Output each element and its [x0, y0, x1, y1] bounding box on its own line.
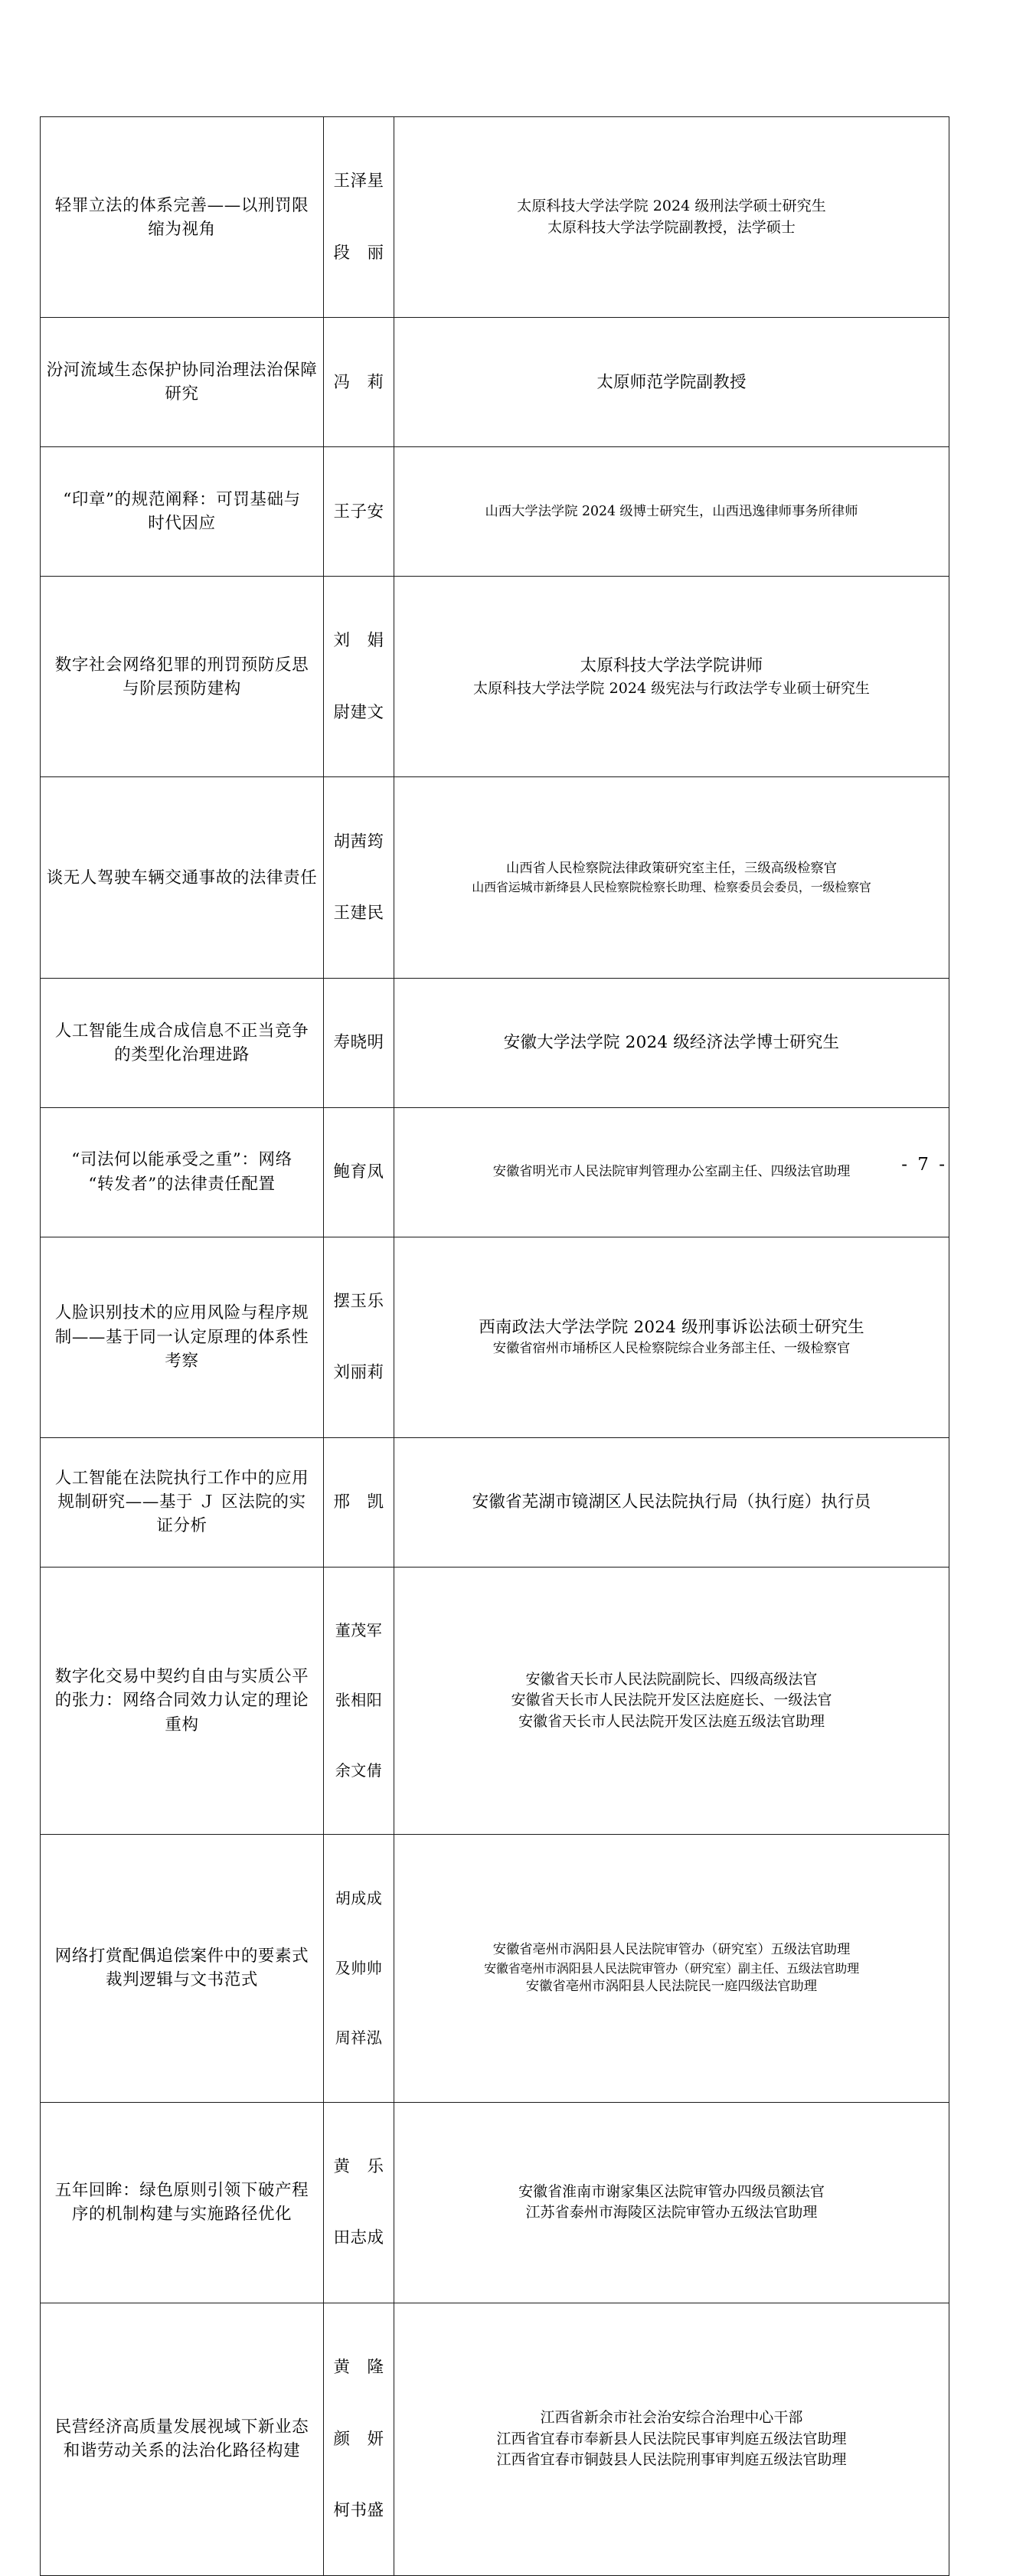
affiliation-cell: [394, 777, 949, 978]
affiliation-line: 太原科技大学法学院讲师: [580, 656, 763, 676]
table-row: [41, 2102, 949, 2303]
title-line: 汾河流域生态保护协同治理法治保障: [46, 361, 318, 381]
title-line: 的类型化治理进路: [114, 1044, 250, 1064]
title-line: 数字社会网络犯罪的刑罚预防反思: [54, 655, 309, 675]
affiliation-line: 安徽省天长市人民法院开发区法庭庭长、一级法官: [511, 1692, 832, 1709]
table-row: [41, 117, 949, 318]
affiliation-cell: [394, 1835, 949, 2102]
paper-title-cell: [41, 2303, 324, 2575]
paper-title-cell: [41, 777, 324, 978]
table-body: [41, 117, 949, 2576]
affiliation-cell: [394, 318, 949, 447]
author-name: 鲍育凤: [333, 1162, 384, 1182]
affiliation-line: 西南政法大学法学院 2024 级刑事诉讼法硕士研究生: [479, 1318, 864, 1338]
affiliation-cell: [394, 117, 949, 318]
author-cell: [324, 1437, 394, 1567]
affiliation-line: 安徽省亳州市涡阳县人民法院审管办（研究室）五级法官助理: [492, 1941, 851, 1957]
table-row: [41, 577, 949, 777]
author-name: 邢 凯: [333, 1492, 384, 1512]
page-number: - 7 -: [901, 1155, 947, 1175]
paper-title-cell: [41, 447, 324, 577]
author-name: 王建民: [333, 904, 384, 924]
paper-title-cell: [41, 577, 324, 777]
affiliation-cell: [394, 1107, 949, 1237]
title-line: 证分析: [156, 1516, 208, 1536]
author-name: 及帅帅: [335, 1958, 383, 1977]
title-line: “印章”的规范阐释：可罚基础与: [63, 489, 301, 509]
paper-title-cell: [41, 1437, 324, 1567]
title-line: 规制研究——基于 Ｊ 区法院的实: [57, 1492, 306, 1512]
paper-title-cell: [41, 1835, 324, 2102]
paper-listing-table: [40, 116, 949, 2576]
title-line: 缩为视角: [148, 219, 216, 239]
title-line: 人脸识别技术的应用风险与程序规: [54, 1303, 309, 1323]
table-row: [41, 1567, 949, 1834]
author-name: 周祥泓: [335, 2028, 383, 2048]
title-line: 重构: [165, 1715, 199, 1734]
affiliation-cell: [394, 1567, 949, 1834]
affiliation-cell: [394, 577, 949, 777]
author-cell: [324, 2303, 394, 2575]
affiliation-line: 山西大学法学院 2024 级博士研究生，山西迅逸律师事务所律师: [485, 503, 858, 519]
title-line: “转发者”的法律责任配置: [88, 1174, 276, 1194]
title-line: 网络打赏配偶追偿案件中的要素式: [54, 1947, 309, 1966]
affiliation-line: 安徽省淮南市谢家集区法院审管办四级员额法官: [518, 2182, 825, 2200]
author-name: 柯书盛: [333, 2501, 384, 2521]
author-name: 摆玉乐: [333, 1291, 384, 1311]
affiliation-line: 安徽省明光市人民法院审判管理办公室副主任、四级法官助理: [492, 1164, 851, 1180]
title-line: 人工智能在法院执行工作中的应用: [54, 1469, 309, 1489]
affiliation-line: 太原师范学院副教授: [596, 372, 747, 392]
title-line: 五年回眸：绿色原则引领下破产程: [54, 2181, 309, 2201]
affiliation-line: 太原科技大学法学院 2024 级宪法与行政法学专业硕士研究生: [473, 679, 870, 697]
author-name: 寿晓明: [333, 1033, 384, 1053]
author-name: 刘丽莉: [333, 1363, 384, 1383]
affiliation-cell: [394, 2303, 949, 2575]
author-cell: [324, 318, 394, 447]
affiliation-line: 安徽省亳州市涡阳县人民法院审管办（研究室）副主任、五级法官助理: [484, 1960, 859, 1976]
affiliation-line: 江苏省泰州市海陵区法院审管办五级法官助理: [525, 2204, 818, 2221]
author-name: 田志成: [333, 2228, 384, 2248]
affiliation-cell: [394, 447, 949, 577]
paper-title-cell: [41, 1567, 324, 1834]
author-name: 胡茜筠: [333, 832, 384, 852]
author-name: 冯 莉: [333, 372, 384, 392]
author-name: 王泽星: [333, 172, 384, 191]
title-line: 和谐劳动关系的法治化路径构建: [63, 2441, 301, 2461]
table-row: [41, 318, 949, 447]
author-cell: [324, 1107, 394, 1237]
author-cell: [324, 1237, 394, 1437]
affiliation-cell: [394, 2102, 949, 2303]
affiliation-line: 安徽省宿州市埇桥区人民检察院综合业务部主任、一级检察官: [492, 1341, 851, 1357]
title-line: 人工智能生成合成信息不正当竞争: [54, 1021, 309, 1041]
affiliation-line: 安徽大学法学院 2024 级经济法学博士研究生: [503, 1033, 840, 1053]
affiliation-cell: [394, 1437, 949, 1567]
affiliation-line: 山西省人民检察院法律政策研究室主任，三级高级检察官: [505, 861, 838, 877]
title-line: 考察: [165, 1351, 199, 1371]
table-row: [41, 978, 949, 1107]
title-line: 的张力：网络合同效力认定的理论: [54, 1691, 309, 1711]
title-line: 轻罪立法的体系完善——以刑罚限: [54, 195, 309, 215]
table-row: [41, 2303, 949, 2575]
title-line: 序的机制构建与实施路径优化: [71, 2205, 292, 2225]
affiliation-line: 江西省宜春市铜鼓县人民法院刑事审判庭五级法官助理: [496, 2451, 847, 2469]
author-name: 王子安: [333, 502, 384, 521]
table-row: [41, 1437, 949, 1567]
author-name: 胡成成: [335, 1888, 383, 1907]
affiliation-line: 安徽省天长市人民法院副院长、四级高级法官: [525, 1670, 818, 1688]
author-cell: [324, 1835, 394, 2102]
author-cell: [324, 1567, 394, 1834]
title-line: 民营经济高质量发展视域下新业态: [54, 2417, 309, 2437]
affiliation-line: 安徽省亳州市涡阳县人民法院民一庭四级法官助理: [525, 1978, 818, 1994]
table-row: [41, 447, 949, 577]
author-name: 黄 乐: [333, 2156, 384, 2176]
author-cell: [324, 978, 394, 1107]
affiliation-line: 山西省运城市新绛县人民检察院检察长助理、检察委员会委员，一级检察官: [472, 880, 871, 895]
paper-title-cell: [41, 978, 324, 1107]
title-line: 时代因应: [148, 514, 216, 534]
affiliation-line: 安徽省天长市人民法院开发区法庭五级法官助理: [518, 1712, 825, 1730]
author-cell: [324, 577, 394, 777]
author-name: 段 丽: [333, 243, 384, 263]
paper-title-cell: [41, 318, 324, 447]
paper-title-cell: [41, 2102, 324, 2303]
author-name: 黄 隆: [333, 2358, 384, 2378]
author-name: 刘 娟: [333, 631, 384, 651]
affiliation-line: 太原科技大学法学院副教授，法学硕士: [547, 218, 796, 236]
author-cell: [324, 777, 394, 978]
affiliation-line: 江西省新余市社会治安综合治理中心干部: [540, 2409, 803, 2427]
affiliation-line: 太原科技大学法学院 2024 级刑法学硕士研究生: [517, 198, 826, 215]
paper-title-cell: [41, 1237, 324, 1437]
affiliation-line: 江西省宜春市奉新县人民法院民事审判庭五级法官助理: [496, 2430, 847, 2447]
author-name: 颜 妍: [333, 2429, 384, 2449]
table-row: [41, 1107, 949, 1237]
author-name: 董茂军: [335, 1621, 383, 1640]
author-cell: [324, 117, 394, 318]
author-name: 张相阳: [335, 1691, 383, 1710]
table-row: [41, 1835, 949, 2102]
author-name: 尉建文: [333, 702, 384, 722]
paper-title-cell: [41, 117, 324, 318]
title-line: 数字化交易中契约自由与实质公平: [54, 1667, 309, 1687]
affiliation-line: 安徽省芜湖市镜湖区人民法院执行局（执行庭）执行员: [472, 1492, 871, 1512]
title-line: “司法何以能承受之重”：网络: [71, 1150, 292, 1170]
paper-title-cell: [41, 1107, 324, 1237]
author-cell: [324, 447, 394, 577]
title-line: 裁判逻辑与文书范式: [106, 1970, 258, 1990]
table-row: [41, 1237, 949, 1437]
affiliation-cell: [394, 1237, 949, 1437]
title-line: 研究: [165, 384, 199, 404]
title-line: 谈无人驾驶车辆交通事故的法律责任: [46, 868, 318, 888]
table-row: [41, 777, 949, 978]
title-line: 与阶层预防建构: [123, 678, 241, 698]
title-line: 制——基于同一认定原理的体系性: [54, 1327, 309, 1347]
author-name: 余文倩: [335, 1760, 383, 1780]
author-cell: [324, 2102, 394, 2303]
affiliation-cell: [394, 978, 949, 1107]
